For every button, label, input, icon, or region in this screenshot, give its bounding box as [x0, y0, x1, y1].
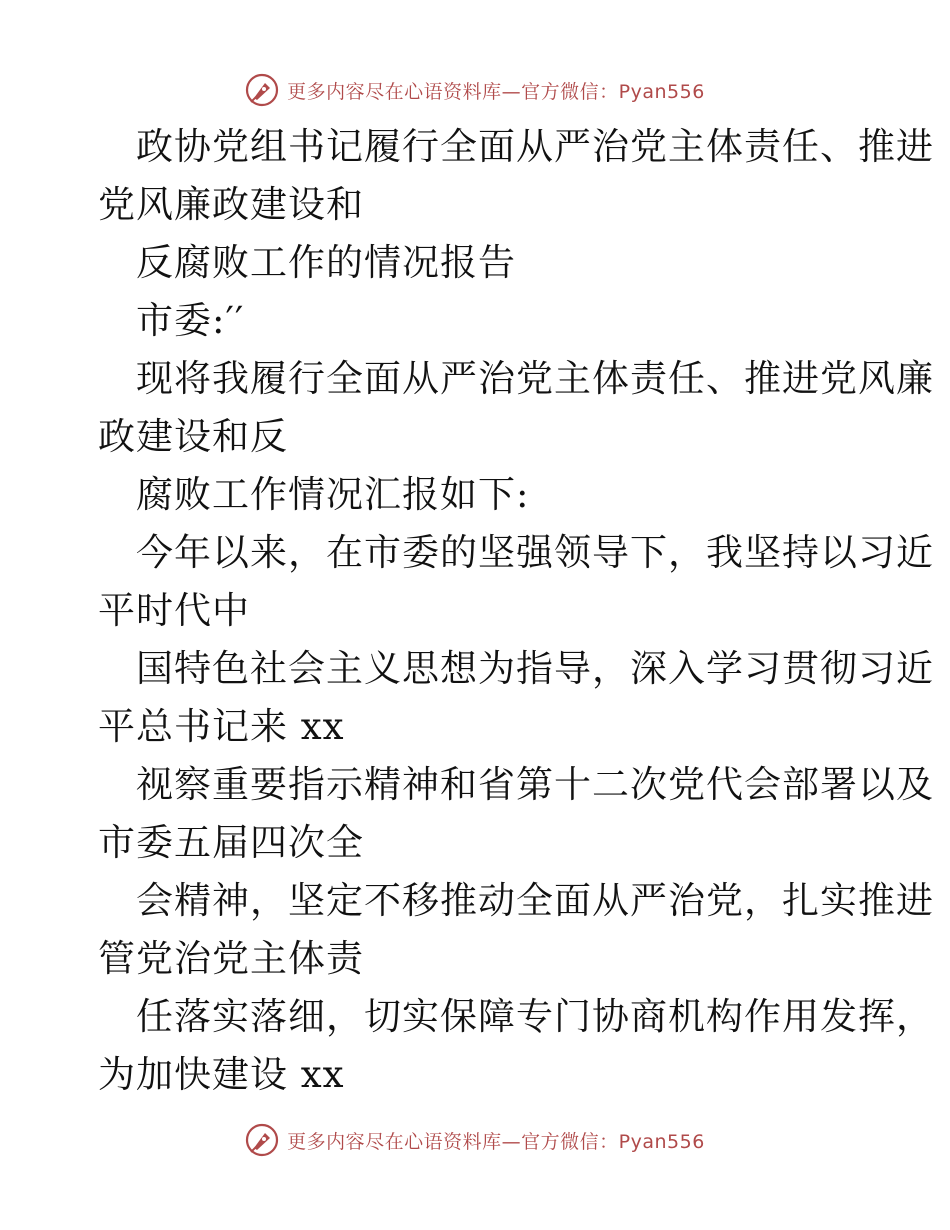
footer-banner: [0, 1120, 950, 1160]
text-line: 为加快建设 xx: [98, 1053, 345, 1096]
pen-nib-logo-icon: [245, 73, 279, 107]
text-line: 今年以来，在市委的坚强领导下，我坚持以习近: [136, 531, 934, 574]
text-line: 国特色社会主义思想为指导，深入学习贯彻习近: [136, 647, 934, 690]
text-line: 任落实落细，切实保障专门协商机构作用发挥，: [136, 995, 934, 1038]
text-line: 视察重要指示精神和省第十二次党代会部署以及: [136, 763, 934, 806]
header-banner-text: 更多内容尽在心语资料库—官方微信：Pyan556: [287, 80, 705, 103]
text-line: 管党治党主体责: [98, 937, 364, 980]
document-body: [98, 118, 934, 1104]
text-line: 平时代中: [98, 589, 250, 632]
text-line: 腐败工作情况汇报如下:: [136, 473, 530, 516]
text-line: 党风廉政建设和: [98, 183, 364, 226]
text-line: 现将我履行全面从严治党主体责任、推进党风廉: [136, 357, 934, 400]
text-line: 平总书记来 xx: [98, 705, 345, 748]
pen-nib-logo-icon: [245, 1123, 279, 1157]
header-banner: [0, 70, 950, 110]
text-line: 市委五届四次全: [98, 821, 364, 864]
text-line: 政建设和反: [98, 415, 288, 458]
text-line: 反腐败工作的情况报告: [136, 241, 516, 284]
text-line: 会精神，坚定不移推动全面从严治党，扎实推进: [136, 879, 934, 922]
footer-banner-text: 更多内容尽在心语资料库—官方微信：Pyan556: [287, 1130, 705, 1153]
text-line: 市委:′′: [136, 299, 245, 342]
text-line: 政协党组书记履行全面从严治党主体责任、推进: [136, 125, 934, 168]
